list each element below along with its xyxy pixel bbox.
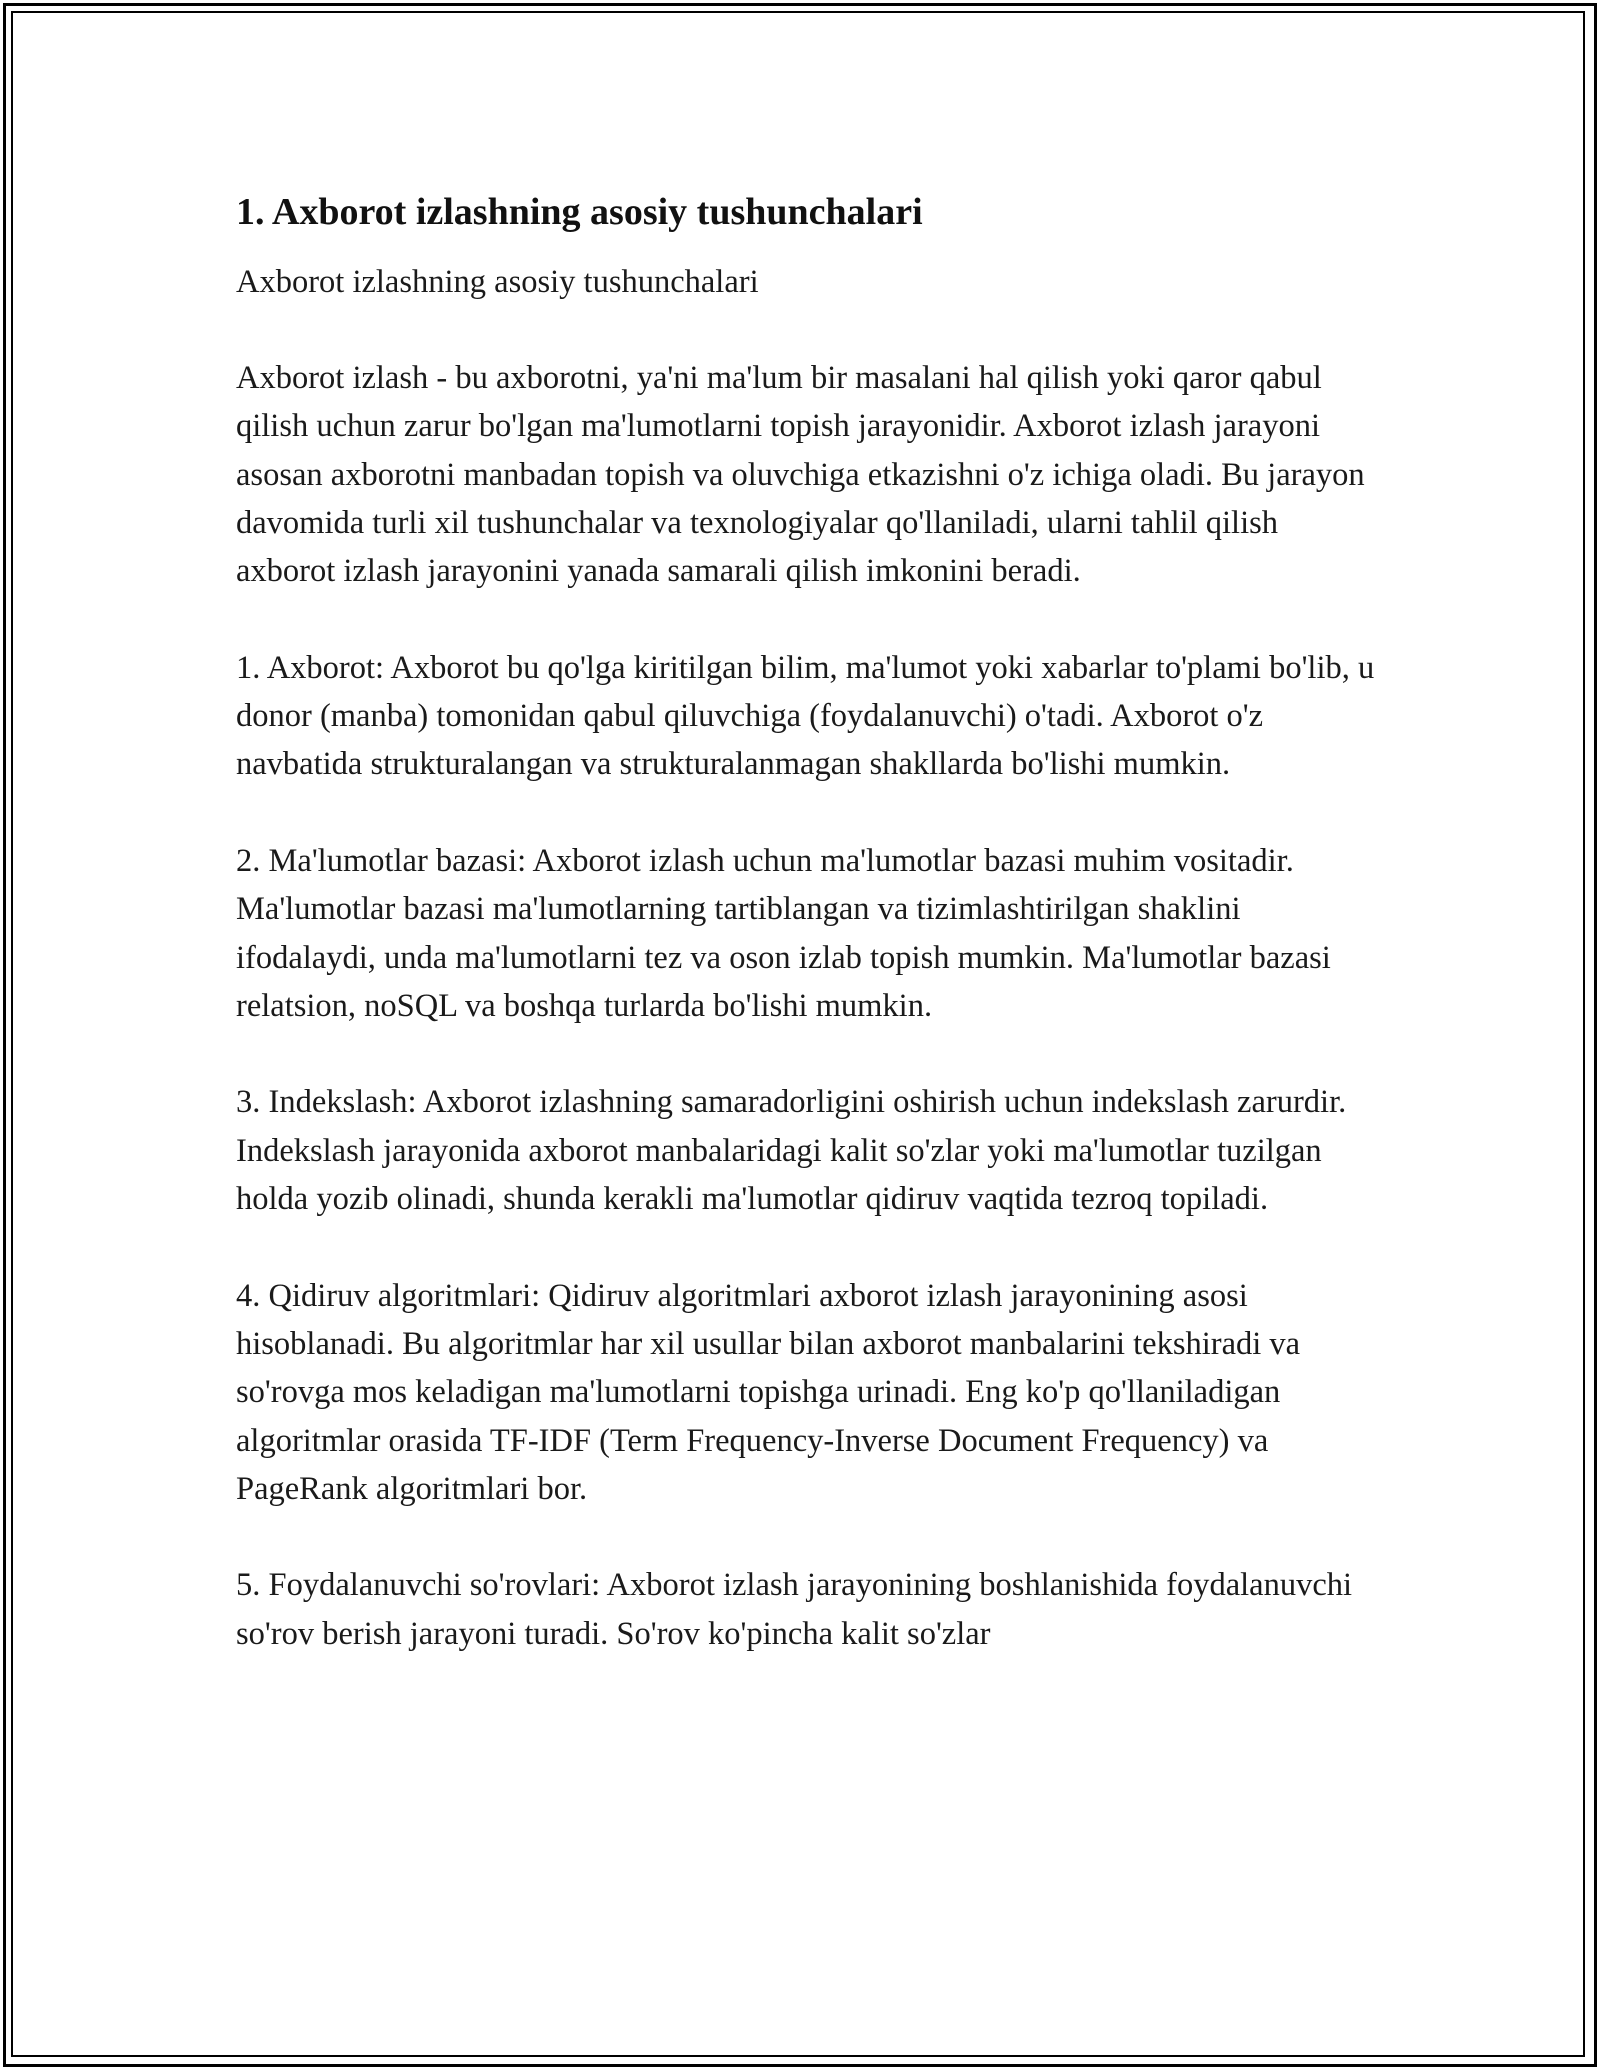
paragraph-axborot: 1. Axborot: Axborot bu qo'lga kiritilgan bilim, ma'lumot yoki xabarlar to'plami bo'lib, u donor (manba) tomonidan qabul qiluvchiga (foydalanuvchi) o'tadi. Axborot o'z navbatida strukturalangan va strukturalanmagan shakllarda bo'lishi mumkin. <box>236 649 1375 783</box>
page-title: 1. Axborot izlashning asosiy tushunchalari <box>236 191 923 233</box>
paragraph-foydalanuvchi-sorovlari: 5. Foydalanuvchi so'rovlari: Axborot izlash jarayonining boshlanishida foydalanuvchi so'rov berish jarayoni turadi. So'rov ko'pincha kalit so'zlar <box>236 1567 1353 1652</box>
paragraph-qidiruv-algoritmlari: 4. Qidiruv algoritmlari: Qidiruv algoritmlari axborot izlash jarayonining asosi hisoblanadi. Bu algoritmlar har xil usullar bilan axborot manbalarini tekshiradi va so'rovga mos keladigan ma'lumotlarni topishga urinadi. Eng ko'p qo'llaniladigan algoritmlar orasida TF-IDF (Term Frequency-Inverse Document Frequency) va PageRank algoritmlari bor. <box>236 1277 1301 1507</box>
document-body <box>236 186 1376 1706</box>
intro-paragraph: Axborot izlash - bu axborotni, ya'ni ma'lum bir masalani hal qilish yoki qaror qabul qilish uchun zarur bo'lgan ma'lumotlarni topish jarayonidir. Axborot izlash jarayoni asosan axborotni manbadan topish va oluvchiga etkazishni o'z ichiga oladi. Bu jarayon davomida turli xil tushunchalar va texnologiyalar qo'llaniladi, ularni tahlil qilish axborot izlash jarayonini yanada samarali qilish imkonini beradi. <box>236 360 1365 590</box>
paragraph-indekslash: 3. Indekslash: Axborot izlashning samaradorligini oshirish uchun indekslash zarurdir. Indekslash jarayonida axborot manbalaridagi kalit so'zlar yoki ma'lumotlar tuzilgan holda yozib olinadi, shunda kerakli ma'lumotlar qidiruv vaqtida tezroq topiladi. <box>236 1084 1347 1218</box>
section-subtitle: Axborot izlashning asosiy tushunchalari <box>236 264 759 300</box>
paragraph-malumotlar-bazasi: 2. Ma'lumotlar bazasi: Axborot izlash uchun ma'lumotlar bazasi muhim vositadir. Ma'lumotlar bazasi ma'lumotlarning tartiblangan va tizimlashtirilgan shaklini ifodalaydi, unda ma'lumotlarni tez va oson izlab topish mumkin. Ma'lumotlar bazasi relatsion, noSQL va boshqa turlarda bo'lishi mumkin. <box>236 842 1331 1024</box>
